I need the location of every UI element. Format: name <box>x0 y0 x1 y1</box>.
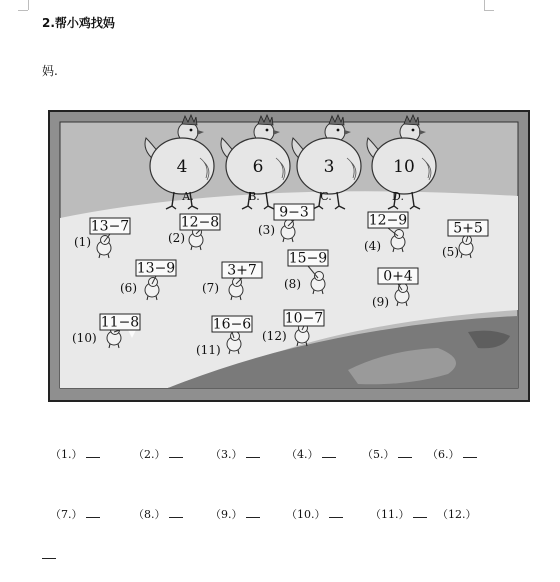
answer-blank[interactable] <box>322 447 336 458</box>
answer-blank[interactable] <box>398 447 412 458</box>
answer-blank[interactable] <box>246 507 260 518</box>
equation-text: 12−9 <box>368 212 408 229</box>
equation-text: 15−9 <box>288 250 328 267</box>
hen-number: 4 <box>176 157 188 177</box>
answer-label: （5.） <box>362 448 395 461</box>
chick-label: (4) <box>364 239 381 253</box>
answer-blank[interactable] <box>86 507 100 518</box>
answer-slot <box>50 446 100 462</box>
chick-label: (1) <box>74 235 91 249</box>
equation-text: 5+5 <box>453 220 483 237</box>
equation-text: 11−8 <box>100 314 140 331</box>
answer-label: （8.） <box>133 508 166 521</box>
hen-letter: B. <box>248 190 260 203</box>
answer-slot <box>286 506 343 522</box>
chick-label: (6) <box>120 281 137 295</box>
hen-number: 6 <box>252 157 264 177</box>
answer-row-2 <box>0 506 560 526</box>
equation-text: 0+4 <box>383 268 413 285</box>
equation-text: 16−6 <box>212 316 252 333</box>
answer-blank[interactable] <box>329 507 343 518</box>
answer-blank[interactable] <box>169 507 183 518</box>
equation-text: 13−9 <box>136 260 176 277</box>
answer-label: （1.） <box>50 448 83 461</box>
chick-label: (2) <box>168 231 185 245</box>
answer-slot <box>210 446 260 462</box>
answer-blank[interactable] <box>42 558 56 559</box>
equation-text: 13−7 <box>90 218 130 235</box>
answer-blank[interactable] <box>169 447 183 458</box>
answer-label: （10.） <box>286 508 326 521</box>
answer-blank[interactable] <box>413 507 427 518</box>
answer-slot <box>286 446 336 462</box>
hen-number: 10 <box>393 157 415 177</box>
crop-mark <box>484 0 485 10</box>
answer-label: （11.） <box>370 508 410 521</box>
answer-label: （12.） <box>437 508 477 521</box>
answer-slot <box>362 446 412 462</box>
answer-label: （6.） <box>427 448 460 461</box>
chick-label: (11) <box>196 343 221 357</box>
equation-text: 9−3 <box>279 204 309 221</box>
chick-label: (7) <box>202 281 219 295</box>
hen-letter: D. <box>392 190 404 203</box>
chick-label: (5) <box>442 245 459 259</box>
hen-number: 3 <box>323 157 335 177</box>
answer-label: （3.） <box>210 448 243 461</box>
crop-mark <box>18 10 28 11</box>
chick-label: (3) <box>258 223 275 237</box>
answer-label: （9.） <box>210 508 243 521</box>
equation-text: 3+7 <box>227 262 257 279</box>
chick-label: (8) <box>284 277 301 291</box>
chick-label: (10) <box>72 331 97 345</box>
answer-label: （4.） <box>286 448 319 461</box>
answer-slot <box>437 506 477 522</box>
crop-mark <box>484 10 494 11</box>
answer-slot <box>370 506 427 522</box>
answer-slot <box>133 506 183 522</box>
answer-blank[interactable] <box>463 447 477 458</box>
answer-slot <box>210 506 260 522</box>
chick-label: (12) <box>262 329 287 343</box>
hen-chick-illustration <box>48 110 530 402</box>
answer-row-1 <box>0 446 560 466</box>
answer-label: （2.） <box>133 448 166 461</box>
hen-letter: A. <box>182 190 194 203</box>
answer-slot <box>427 446 477 462</box>
hen-letter: C. <box>320 190 332 203</box>
answer-blank[interactable] <box>246 447 260 458</box>
crop-mark <box>28 0 29 10</box>
equation-text: 10−7 <box>284 310 324 327</box>
question-title: 2.帮小鸡找妈 <box>42 16 115 30</box>
equation-text: 12−8 <box>180 214 220 231</box>
question-title-continued: 妈. <box>42 64 58 78</box>
answer-slot <box>50 506 100 522</box>
answer-slot <box>133 446 183 462</box>
answer-label: （7.） <box>50 508 83 521</box>
answer-blank[interactable] <box>86 447 100 458</box>
chick-label: (9) <box>372 295 389 309</box>
